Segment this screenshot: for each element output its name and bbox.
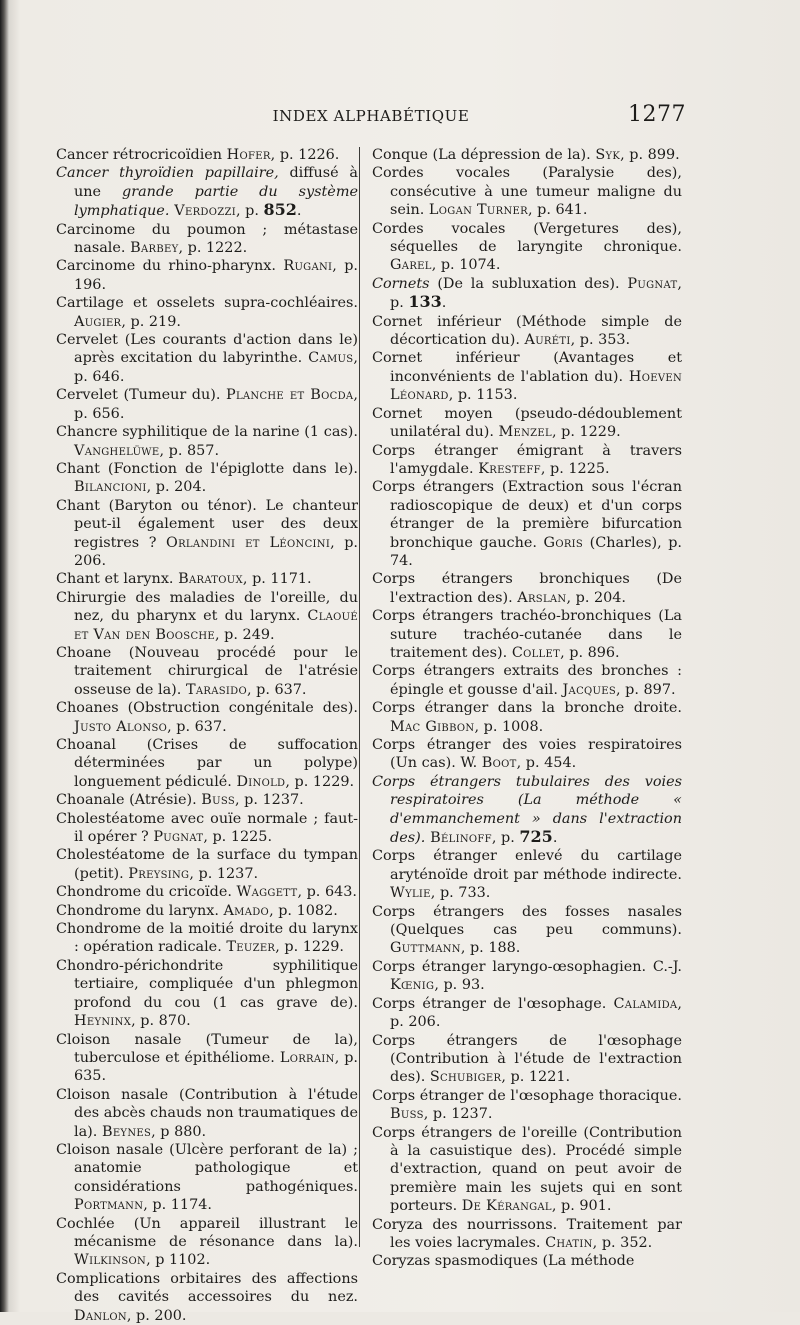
- entry-page-ref: , p. 899.: [620, 147, 680, 163]
- entry-page-ref: , p.: [235, 203, 264, 220]
- entry-page-ref: , p. 1226.: [270, 147, 340, 163]
- entry-author: Wylie: [390, 885, 431, 902]
- index-entry: [56, 146, 358, 164]
- entry-author: Pugnat: [627, 275, 678, 292]
- entry-subject: Cancer rétrocricoïdien: [56, 147, 227, 163]
- entry-author: Orlandini et Léoncini: [165, 534, 331, 551]
- entry-page-ref: , p. 249.: [215, 626, 275, 643]
- index-column-left: [56, 146, 358, 1325]
- entry-author: Claoué et Van den Boosche: [74, 608, 358, 643]
- entry-subject: Corps étrangers (Extraction sous l'écran radioscopique de deux) et d'un corps étranger de la première bifurcation bronchique gauche.: [372, 479, 682, 551]
- entry-page-ref: , p. 733.: [430, 885, 491, 902]
- entry-subject: Chant (Fonction de l'épiglotte dans le).: [56, 460, 358, 477]
- entry-subject: Chondrome du cricoïde.: [56, 884, 237, 901]
- entry-page-ref: , p. 1008.: [474, 718, 544, 735]
- entry-author: Planche et Bocda: [225, 387, 354, 404]
- entry-author: Heyninx: [74, 1013, 132, 1030]
- entry-page-ref: , p. 857.: [159, 442, 220, 459]
- index-entry: [56, 164, 358, 220]
- entry-author: Mac Gibbon: [390, 718, 475, 735]
- entry-page-ref: , p. 200.: [126, 1307, 187, 1324]
- index-entry: [56, 257, 358, 294]
- index-entry: [56, 331, 358, 386]
- entry-page-ref: , p. 1229.: [551, 424, 621, 441]
- index-entry: [372, 570, 682, 607]
- entry-subject: Chondro-périchondrite syphilitique tertiaire, compliquée d'un phlegmon profond du cou (1 cas grave de).: [56, 957, 358, 1011]
- entry-page-ref: , p. 188.: [460, 940, 521, 957]
- index-entry: [56, 699, 358, 736]
- entry-page-ref: , p. 206.: [390, 995, 682, 1031]
- entry-author: Garel: [390, 257, 432, 274]
- entry-page-ref: , p. 641.: [527, 202, 588, 219]
- index-entry: [56, 791, 358, 809]
- entry-author: Schubiger: [429, 1069, 502, 1086]
- entry-page-ref: , p. 93.: [434, 977, 485, 994]
- entry-page-ref: , p. 454.: [516, 755, 577, 772]
- entry-subject: Cloison nasale (Contribution à l'étude des abcès chauds non traumatiques de la).: [56, 1086, 358, 1140]
- entry-author: Goris: [543, 534, 584, 551]
- entry-author: Boot: [481, 755, 517, 772]
- entry-page-ref: , p. 1229.: [275, 939, 344, 956]
- entry-subject: Corps étrangers de l'oreille (Contribution à la casuistique des). Procédé simple d'extraction, quand on peut avoir de première main les sujets qui en sont porteurs.: [372, 1124, 682, 1215]
- entry-subject: Corps étranger dans la bronche droite.: [372, 700, 682, 717]
- entry-subject: Cordes vocales (Paralysie des), consécutive à une tumeur maligne du sein.: [372, 165, 682, 219]
- index-entry: [56, 423, 358, 460]
- page-header: [56, 104, 686, 130]
- entry-page-ref: , p. 901.: [551, 1198, 612, 1215]
- entry-subject: Cholestéatome avec ouïe normale ; faut-il opérer ?: [56, 810, 358, 846]
- entry-page-ref: , p. 637.: [167, 718, 227, 735]
- entry-page-ref: , p. 1237.: [189, 865, 259, 882]
- entry-page-ref: , p. 204.: [566, 589, 627, 606]
- entry-page-ref: , p. 1237.: [423, 1106, 493, 1123]
- entry-author: Amado: [223, 902, 270, 919]
- entry-author: Verdozzi: [169, 203, 236, 220]
- entry-subject: Cloison nasale (Tumeur de la), tuberculose et épithéliome.: [56, 1031, 358, 1066]
- entry-author: Lorrain: [279, 1049, 335, 1066]
- index-entry: [56, 644, 358, 699]
- index-entry: [56, 846, 358, 883]
- entry-page-ref: , p.: [491, 830, 520, 847]
- entry-page-ref: , p. 196.: [74, 258, 358, 293]
- entry-subject: Corps étranger enlevé du cartilage aryténoïde droit par méthode indirecte.: [372, 848, 682, 883]
- entry-page-ref: , p. 1221.: [501, 1069, 571, 1086]
- entry-author: Tarasido: [185, 681, 247, 698]
- entry-author: Augier: [74, 313, 122, 330]
- index-entry: [56, 497, 358, 571]
- entry-page-bold: 725: [519, 827, 553, 847]
- entry-page-ref: , p. 219.: [121, 313, 181, 330]
- index-entry: [372, 164, 682, 219]
- index-entry: [372, 662, 682, 699]
- entry-page-ref-end: .: [441, 295, 447, 312]
- index-entry: [56, 589, 358, 644]
- index-entry: [372, 1124, 682, 1216]
- entry-subject: Cartilage et osselets supra-cochléaires.: [56, 295, 358, 312]
- index-entry: [372, 958, 682, 995]
- index-entry: [56, 920, 358, 957]
- index-entry: [56, 883, 358, 901]
- entry-author: Teuzer: [226, 939, 276, 956]
- entry-page-ref: , p. 635.: [74, 1049, 359, 1085]
- index-entry: [56, 1031, 358, 1086]
- entry-subject: Corps étranger laryngo-œsophagien. C.-J.: [372, 958, 682, 975]
- index-entry: [56, 1141, 358, 1215]
- entry-subject: Coryza des nourrissons. Traitement par les voies lacrymales.: [372, 1216, 682, 1251]
- entry-page-ref: , p. 1171.: [242, 571, 312, 588]
- entry-subject: Choane (Nouveau procédé pour le traitement chirurgical de l'atrésie osseuse de la).: [56, 644, 358, 698]
- entry-page-ref: , p. 206.: [74, 534, 358, 569]
- entry-page-ref: , p. 646.: [74, 350, 358, 385]
- index-entry: [372, 773, 682, 848]
- index-entry: [372, 607, 682, 662]
- entry-subject: Choanal (Crises de suffocation déterminées par un polype) longuement pédiculé.: [56, 737, 358, 790]
- entry-subject: Coryzas spasmodiques (La méthode: [372, 1253, 635, 1270]
- entry-page-ref: , p. 1229.: [285, 773, 355, 790]
- entry-subject: Choanes (Obstruction congénitale des).: [56, 700, 358, 717]
- entry-subject: Chirurgie des maladies de l'oreille, du nez, du pharynx et du larynx.: [56, 589, 358, 625]
- entry-subject: Cholestéatome de la surface du tympan (petit).: [56, 847, 358, 882]
- index-entry: [56, 570, 358, 588]
- entry-page-bold: 852: [263, 200, 297, 220]
- index-entry: [56, 957, 358, 1031]
- entry-author: Beynes: [101, 1123, 152, 1140]
- entry-author: Collet: [511, 644, 561, 661]
- entry-subject: Cornet inférieur (Méthode simple de décortication du).: [372, 313, 682, 349]
- entry-author: Buss: [390, 1106, 424, 1123]
- entry-page-ref: , p. 643.: [297, 884, 357, 901]
- entry-page-ref: , p. 870.: [131, 1013, 191, 1030]
- entry-subject: Cordes vocales (Vergetures des), séquelles de laryngite chronique.: [372, 220, 682, 256]
- entry-page-ref-end: .: [552, 830, 558, 847]
- index-entry: [56, 1270, 358, 1325]
- index-entry: [372, 736, 682, 773]
- entry-page-ref: , p. 637.: [246, 681, 307, 698]
- entry-author: Auréti: [524, 332, 571, 349]
- index-entry: [56, 386, 358, 423]
- entry-author: Bilancioni: [74, 479, 147, 496]
- entry-author: Camus: [308, 350, 354, 367]
- entry-author: Justo Alonso: [74, 718, 168, 735]
- entry-subject: Carcinome du rhino-pharynx.: [56, 258, 284, 275]
- entry-subject: Cancer thyroïdien papillaire,: [56, 165, 279, 182]
- entry-author: Danlon: [74, 1307, 127, 1324]
- entry-author: Baratoux: [178, 571, 243, 588]
- entry-author: Pugnat: [153, 829, 204, 846]
- entry-subject: Corps étrangers trachéo-bronchiques (La suture trachéo-cutanée dans le traitement des).: [372, 608, 682, 661]
- entry-author: Bélinoff: [425, 830, 492, 847]
- entry-subject: Corps étrangers tubulaires des voies respiratoires (La méthode « d'emmanchement » dans l'extraction des).: [372, 773, 682, 847]
- entry-author: Dinold: [236, 773, 286, 790]
- entry-author: Chatin: [545, 1234, 593, 1251]
- entry-author: Syk: [595, 147, 621, 163]
- entry-subject: Chondrome du larynx.: [56, 902, 224, 919]
- entry-page-ref: , p. 1225.: [540, 460, 610, 477]
- entry-page-ref: , p. 897.: [616, 681, 676, 698]
- entry-author: Portmann: [74, 1197, 144, 1214]
- index-column-right: [372, 146, 682, 1271]
- entry-subject: Conque (La dépression de la).: [372, 147, 596, 163]
- running-title: INDEX ALPHABÉTIQUE: [272, 107, 470, 125]
- entry-page-ref: , p. 1225.: [203, 829, 273, 846]
- index-entry: [372, 1216, 682, 1253]
- entry-page-ref: , p 1102.: [146, 1252, 211, 1269]
- entry-subject-continued: diffusé à une: [74, 165, 358, 200]
- entry-author: Jacques: [562, 681, 617, 698]
- index-entry: [372, 903, 682, 958]
- index-entry: [372, 405, 682, 442]
- entry-page-ref: , p. 1237.: [235, 792, 304, 809]
- entry-author: Menzel: [498, 424, 552, 441]
- entry-author: De Kérangal: [461, 1198, 552, 1215]
- entry-page-ref: , p. 656.: [74, 387, 358, 422]
- index-entry: [372, 275, 682, 313]
- entry-subject: Cornet inférieur (Avantages et inconvénients de l'ablation du).: [372, 350, 682, 385]
- entry-author: Arslan: [517, 589, 567, 606]
- entry-page-ref: , p.: [390, 275, 682, 312]
- index-entry: [372, 146, 682, 164]
- entry-page-ref: (Charles), p. 74.: [390, 534, 682, 569]
- entry-author: Barbey: [130, 240, 179, 257]
- entry-page-ref: , p. 353.: [570, 332, 631, 349]
- entry-subject: Chondrome de la moitié droite du larynx : opération radicale.: [56, 921, 358, 956]
- entry-page-ref: , p. 204.: [146, 479, 207, 496]
- entry-subject-continued: (De la subluxation des).: [429, 275, 628, 292]
- entry-subject: Chancre syphilitique de la narine (1 cas).: [56, 424, 358, 441]
- page-number: 1277: [628, 102, 686, 127]
- entry-author: Hoeven Léonard: [390, 368, 682, 404]
- index-entry: [372, 1032, 682, 1087]
- entry-author: Calamida: [613, 995, 678, 1012]
- index-entry: [56, 902, 358, 920]
- entry-subject: Chant (Baryton ou ténor). Le chanteur peut-il également user des deux registres ?: [56, 497, 358, 551]
- entry-page-ref: , p. 1222.: [178, 240, 248, 257]
- entry-subject: Carcinome du poumon ; métastase nasale.: [56, 221, 358, 257]
- entry-page-ref: , p. 352.: [592, 1234, 653, 1251]
- index-entry: [372, 1252, 682, 1270]
- entry-subject: Corps étranger de l'œsophage thoracique.: [372, 1087, 682, 1104]
- index-entry: [56, 294, 358, 331]
- index-entry: [372, 220, 682, 275]
- entry-subject: Cervelet (Tumeur du).: [56, 387, 226, 404]
- index-entry: [56, 221, 358, 258]
- entry-page-bold: 133: [408, 292, 442, 312]
- column-divider: [359, 147, 360, 1247]
- index-entry: [56, 460, 358, 497]
- index-entry: [372, 313, 682, 350]
- entry-subject: Complications orbitaires des affections des cavités accessoires du nez.: [56, 1270, 358, 1306]
- entry-subject: Cornets: [372, 275, 430, 292]
- index-entry: [372, 1087, 682, 1124]
- entry-author: Wilkinson: [74, 1252, 147, 1269]
- entry-subject: Cochlée (Un appareil illustrant le mécanisme de résonance dans la).: [56, 1215, 358, 1250]
- entry-author: Rugani: [283, 258, 333, 275]
- entry-page-ref: , p. 1082.: [269, 902, 338, 919]
- entry-author: Guttmann: [390, 940, 461, 957]
- entry-author: Waggett: [236, 884, 298, 901]
- index-entry: [372, 699, 682, 736]
- entry-subject: Corps étranger des voies respiratoires (Un cas). W.: [372, 737, 682, 772]
- index-entry: [56, 736, 358, 791]
- index-entry: [372, 442, 682, 479]
- entry-page-ref-end: .: [296, 203, 302, 220]
- entry-author: Vanghelüwe: [74, 442, 160, 459]
- index-entry: [56, 1215, 358, 1270]
- entry-subject: Cloison nasale (Ulcère perforant de la) ; anatomie pathologique et considérations pathogéniques.: [56, 1141, 358, 1195]
- entry-subject: Choanale (Atrésie).: [56, 792, 202, 809]
- index-entry: [372, 349, 682, 404]
- entry-author: Buss: [201, 792, 235, 809]
- entry-subject: Corps étrangers extraits des bronches : épingle et gousse d'ail.: [372, 663, 682, 698]
- entry-author: Preysing: [128, 865, 190, 882]
- entry-subject: Cervelet (Les courants d'action dans le) après excitation du labyrinthe.: [56, 332, 358, 367]
- entry-author: Logan Turner: [428, 202, 528, 219]
- entry-subject: Corps étranger de l'œsophage.: [372, 995, 614, 1012]
- entry-author: Kresteff: [478, 460, 541, 477]
- entry-page-ref: , p 880.: [151, 1123, 207, 1140]
- entry-page-ref: , p. 1074.: [431, 257, 501, 274]
- entry-author: Kœnig: [390, 977, 435, 994]
- entry-author: Hofer: [226, 147, 271, 163]
- entry-subject-italic: grande partie du système lymphatique.: [74, 183, 358, 220]
- entry-subject: Chant et larynx.: [56, 571, 179, 588]
- index-entry: [56, 1086, 358, 1141]
- entry-page-ref: , p. 896.: [560, 644, 620, 661]
- entry-page-ref: , p. 1174.: [143, 1197, 212, 1214]
- index-entry: [372, 995, 682, 1032]
- index-entry: [56, 810, 358, 847]
- entry-subject: Corps étrangers bronchiques (De l'extraction des).: [372, 571, 682, 606]
- entry-subject: Cornet moyen (pseudo-dédoublement unilatéral du).: [372, 405, 682, 441]
- entry-page-ref: , p. 1153.: [448, 387, 518, 404]
- index-entry: [372, 847, 682, 902]
- entry-subject: Corps étrangers des fosses nasales (Quelques cas peu communs).: [372, 903, 682, 939]
- index-entry: [372, 478, 682, 570]
- entry-subject: Corps étranger émigrant à travers l'amygdale.: [372, 442, 682, 477]
- entry-subject: Corps étrangers de l'œsophage (Contribution à l'étude de l'extraction des).: [372, 1032, 682, 1086]
